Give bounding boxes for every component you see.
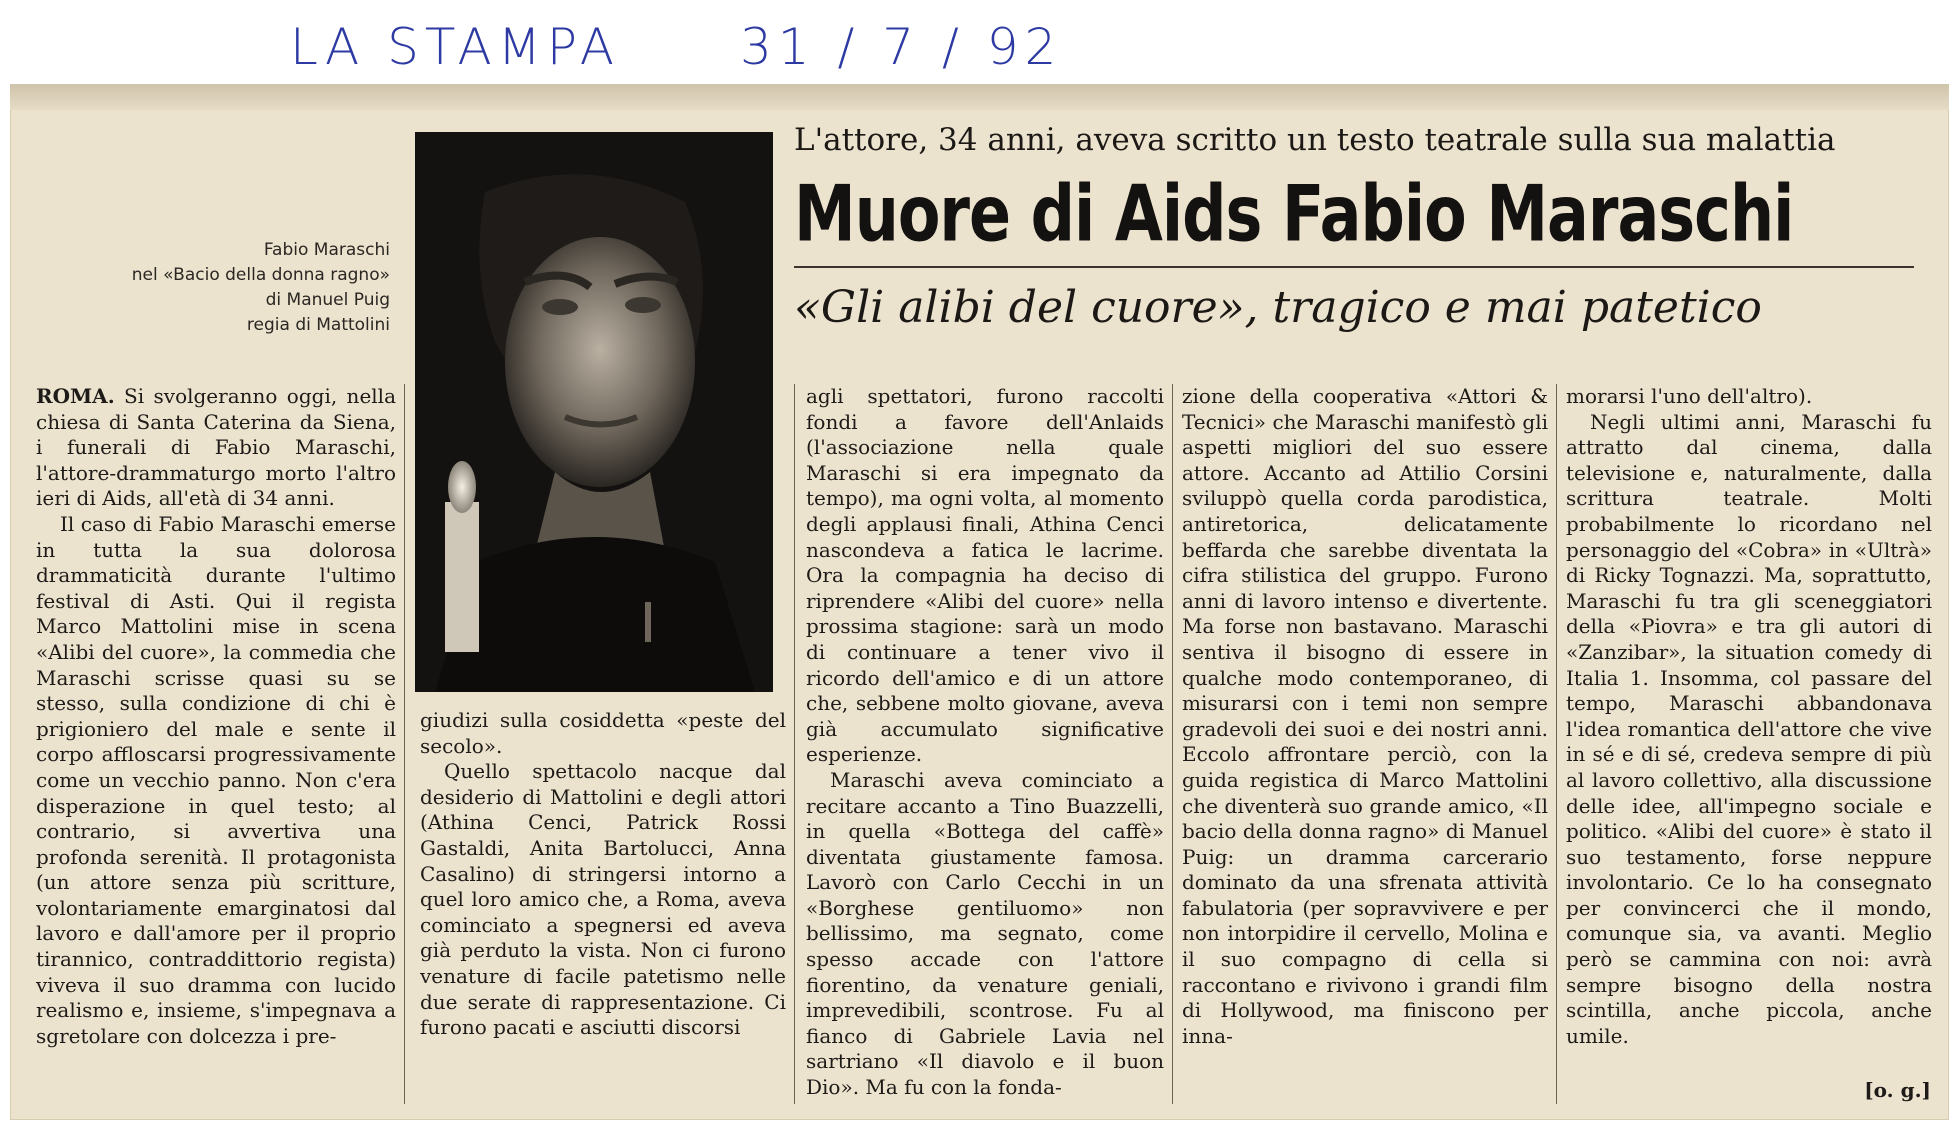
- article-column-3: [806, 384, 1164, 1101]
- paragraph: giudizi sulla cosiddetta «peste del secolo».: [420, 708, 786, 758]
- caption-line: di Manuel Puig: [265, 290, 390, 310]
- column-divider: [794, 384, 795, 1104]
- handwritten-newspaper-name: LA STAMPA: [290, 18, 621, 76]
- article-kicker: L'attore, 34 anni, aveva scritto un testo teatrale sulla sua malattia: [794, 122, 1836, 158]
- caption-line: nel «Bacio della donna ragno»: [131, 265, 390, 285]
- column-divider: [1556, 384, 1557, 1104]
- paragraph: Quello spettacolo nacque dal desiderio di Mattolini e degli attori (Athina Cenci, Patrick Rossi Gastaldi, Anita Bartolucci, Anna Casalino) di stringersi intorno a quel loro amico che, a Roma, aveva cominciato a spegnersi ed aveva già perduto la vista. Non ci furono venature di facile patetismo nelle due serate di rappresentazione. Ci furono pacati e asciutti discorsi: [420, 759, 786, 1040]
- handwritten-date: 31 / 7 / 92: [740, 18, 1063, 76]
- paragraph: morarsi l'uno dell'altro).: [1566, 384, 1813, 408]
- portrait-image: [415, 132, 773, 692]
- article-column-2: [420, 708, 786, 1041]
- author-initials: [o. g.]: [1864, 1078, 1931, 1102]
- paragraph: Maraschi aveva cominciato a recitare accanto a Tino Buazzelli, in quella «Bottega del caffè» diventata giustamente famosa. Lavorò con Carlo Cecchi in un «Borghese gentiluomo» non bellissimo, ma segnato, come spesso accade con l'attore fiorentino, da venature geniali, imprevedibili, scontrose. Fu al fianco di Gabriele Lavia nel sartriano «Il diavolo e il buon Dio». Ma fu con la fonda-: [806, 767, 1164, 1100]
- caption-line: regia di Mattolini: [246, 315, 390, 335]
- paragraph: agli spettatori, furono raccolti fondi a favore dell'Anlaids (l'associazione nella quale Maraschi si era impegnato da tempo), ma ogni volta, al momento degli applausi finali, Athina Cenci nascondeva a fatica le lacrime. Ora la compagnia ha deciso di riprendere «Alibi del cuore» nella prossima stagione: sarà un modo di continuare a tener vivo il ricordo dell'amico e di un attore che, sebbene molto giovane, aveva già accumulato significative esperienze.: [806, 384, 1164, 767]
- column-divider: [404, 384, 405, 1104]
- paragraph: Il caso di Fabio Maraschi emerse in tutta la sua dolorosa drammaticità durante l'ultimo festival di Asti. Qui il regista Marco Mattolini mise in scena «Alibi del cuore», la commedia che Maraschi scrisse quasi su se stesso, sulla condizione di chi è prigioniero del male e sente il corpo affloscarsi progressivamente come un vecchio panno. Non c'era disperazione in quel testo; al contrario, si avvertiva una profonda serenità. Il protagonista (un attore senza più scritture, volontariamente emarginatosi dal lavoro e dall'amore per il proprio tirannico, contraddittorio regista) viveva il suo dramma con lucido realismo e, insieme, s'impegnava a sgretolare con dolcezza i pre-: [36, 511, 396, 1048]
- column-divider: [1172, 384, 1173, 1104]
- article-column-4: [1182, 384, 1548, 1049]
- paragraph-text: Si svolgeranno oggi, nella chiesa di Santa Caterina da Siena, i funerali di Fabio Maraschi, l'attore-drammaturgo morto l'altro ieri di Aids, all'età di 34 anni.: [36, 384, 396, 511]
- article-subhead: «Gli alibi del cuore», tragico e mai patetico: [794, 282, 1762, 333]
- caption-line: Fabio Maraschi: [263, 240, 390, 260]
- article-headline: Muore di Aids Fabio Maraschi: [794, 168, 1794, 260]
- newspaper-clipping: [10, 84, 1949, 1120]
- paragraph: [36, 384, 396, 512]
- actor-photo: [415, 132, 773, 692]
- photo-caption: [70, 238, 390, 338]
- article-column-1: [36, 384, 396, 1049]
- dateline: ROMA.: [36, 384, 115, 408]
- headline-divider: [794, 266, 1914, 268]
- clipping-top-strip: [10, 84, 1949, 110]
- paragraph: zione della cooperativa «Attori & Tecnici» che Maraschi manifestò gli aspetti migliori del suo essere attore. Accanto ad Attilio Corsini sviluppò quella corda parodistica, antiretorica, delicatamente beffarda che sarebbe diventata la cifra stilistica del gruppo. Furono anni di lavoro intenso e divertente. Ma forse non bastavano. Maraschi sentiva il bisogno di essere in qualche modo contemporaneo, di misurarsi con i temi non sempre gradevoli dei suoi e dei nostri anni. Eccolo affrontare perciò, con la guida registica di Marco Mattolini che diventerà suo grande amico, «Il bacio della donna ragno» di Manuel Puig: un dramma carcerario dominato da una sfrenata attività fabulatoria (per sopravvivere e per non intorpidire il cervello, Molina e il suo compagno di cella si raccontano e rivivono i grandi film di Hollywood, ma finiscono per inna-: [1182, 384, 1548, 1048]
- paragraph: Negli ultimi anni, Maraschi fu attratto dal cinema, dalla televisione e, naturalmente, dalla scrittura teatrale. Molti probabilmente lo ricordano nel personaggio del «Cobra» in «Ultrà» di Ricky Tognazzi. Ma, soprattutto, Maraschi fu tra gli sceneggiatori della «Piovra» e tra gli autori di «Zanzibar», la situation comedy di Italia 1. Insomma, col passare del tempo, Maraschi abbandonava l'idea romantica dell'attore che vive in sé e di sé, credeva sempre di più al lavoro collettivo, alla discussione delle idee, all'impegno sociale e politico. «Alibi del cuore» è stato il suo testamento, forse neppure involontario. Ce lo ha consegnato per convincerci che il mondo, comunque sia, va avanti. Meglio però se cammina con noi: avrà sempre bisogno della nostra scintilla, anche piccola, anche umile.: [1566, 409, 1932, 1048]
- article-column-5: [1566, 384, 1932, 1049]
